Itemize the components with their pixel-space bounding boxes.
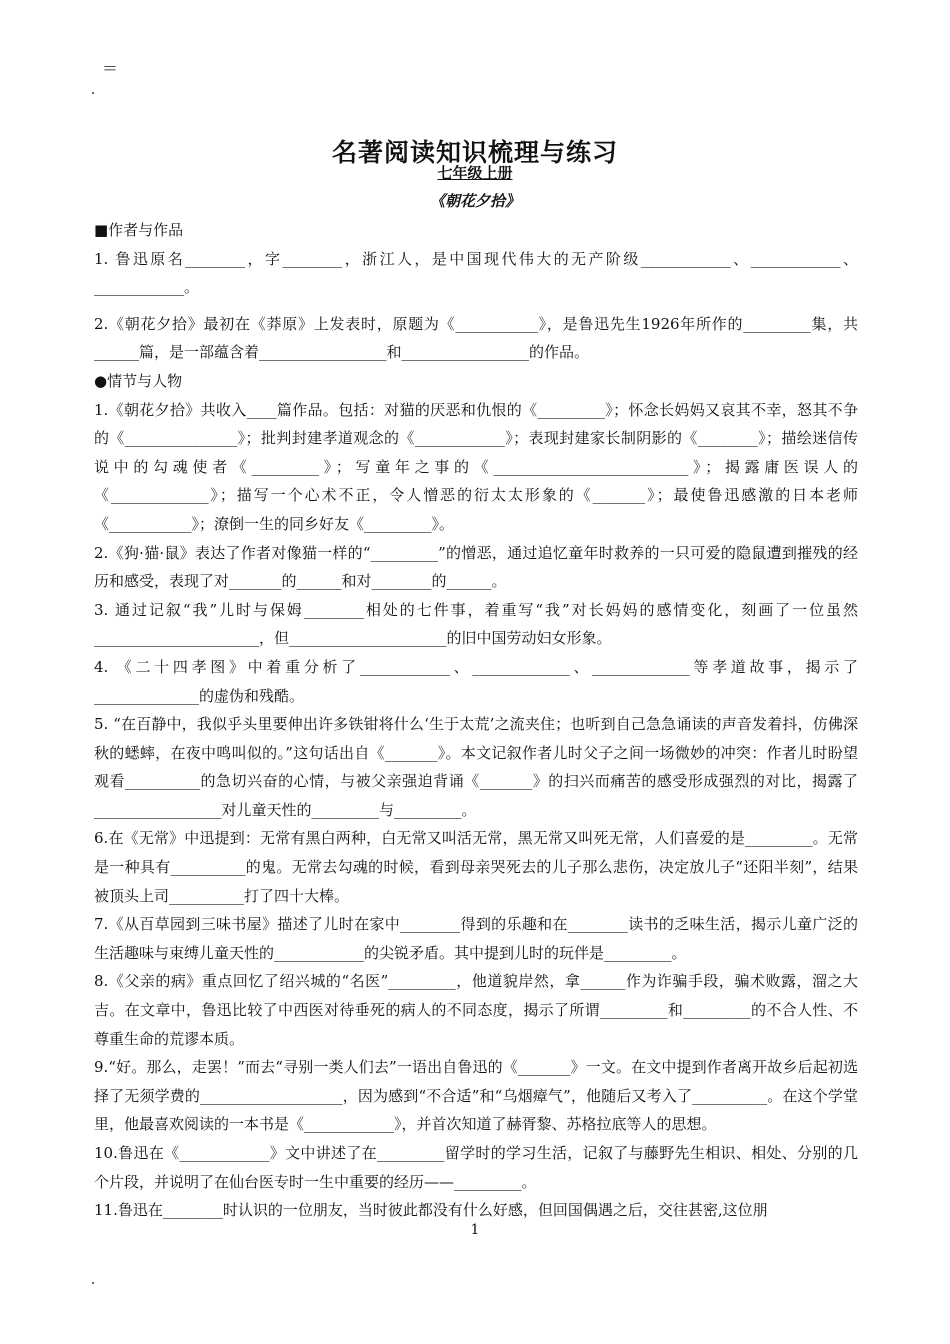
question-plot-7: 7.《从百草园到三味书屋》描述了儿时在家中________得到的乐趣和在________读书的乏味生活，揭示儿童广泛的生活趣味与束缚儿童天性的____________的尖锐矛盾。其中提到儿时的玩伴是_________。 xyxy=(94,915,858,962)
section-heading-plot: ●情节与人物 xyxy=(94,371,183,390)
margin-dot xyxy=(92,92,94,94)
top-mark: ＝ xyxy=(102,59,119,78)
question-plot-2: 2.《狗·猫·鼠》表达了作者对像猫一样的“_________”的憎恶，通过追忆童年时救养的一只可爱的隐鼠遭到摧残的经历和感受，表现了对_______的______和对________的______。 xyxy=(94,543,858,591)
question-plot-1: 1.《朝花夕拾》共收入____篇作品。包括：对猫的厌恶和仇恨的《_________》；怀念长妈妈又哀其不幸，怒其不争的《_______________》；批判封建孝道观念的《____________》；表现封建家长制阴影的《________》；描绘迷信传说中的勾魂使者《_________》；写童年之事的《__________________________》；揭露庸医误人的《_____________》；描写一个心术不正，令人憎恶的衍太太形象的《_______》；最使鲁迅感激的日本老师《___________》；潦倒一生的同乡好友《_________》。 xyxy=(94,400,858,533)
document-body xyxy=(94,216,858,1225)
question-author-2: 2.《朝花夕拾》最初在《莽原》上发表时，原题为《___________》，是鲁迅先生1926年所作的_________集，共______篇，是一部蕴含着_________________和_________________的作品。 xyxy=(94,314,858,362)
question-plot-10: 10.鲁迅在《____________》文中讲述了在_________留学时的学习生活，记叙了与藤野先生相识、相处、分别的几个片段，并说明了在仙台医专时一生中重要的经历——_________。 xyxy=(94,1144,858,1191)
question-plot-8: 8.《父亲的病》重点回忆了绍兴城的“名医”_________，他道貌岸然，拿______作为诈骗手段，骗术败露，溜之大吉。在文章中，鲁迅比较了中西医对待垂死的病人的不同态度，揭示了所谓_________和_________的不合人性、不尊重生命的荒谬本质。 xyxy=(94,972,858,1048)
margin-dot xyxy=(92,1282,94,1284)
question-plot-9: 9.“好。那么，走罢！”而去“寻别一类人们去”一语出自鲁迅的《_______》一文。在文中提到作者离开故乡后起初选择了无须学费的___________________，因为感到“不合适”和“乌烟瘴气”，他随后又考入了__________。在这个学堂里，他最喜欢阅读的一本书是《____________》，并首次知道了赫胥黎、苏格拉底等人的思想。 xyxy=(94,1058,858,1134)
question-plot-4: 4. 《二十四孝图》中着重分析了____________、_____________、_____________等孝道故事，揭示了______________的虚伪和残酷。 xyxy=(94,657,858,705)
question-author-1: 1. 鲁迅原名________，字________，浙江人，是中国现代伟大的无产阶级____________、____________、____________。 xyxy=(94,249,858,297)
page-number: 1 xyxy=(470,1222,480,1238)
question-plot-5: 5. “在百静中，我似乎头里要伸出许多铁钳将什么‘生于太荒’之流夹住；也听到自己急急诵读的声音发着抖，仿佛深秋的蟋蟀，在夜中鸣叫似的。”这句话出自《_______》。本文记叙作者儿时父子之间一场微妙的冲突：作者儿时盼望观看__________的急切兴奋的心情，与被父亲强迫背诵《_______》的扫兴而痛苦的感受形成强烈的对比，揭露了_________________对儿童天性的_________与_________。 xyxy=(94,715,858,819)
section-heading-author: ■作者与作品 xyxy=(94,221,184,239)
question-plot-6: 6.在《无常》中迅提到：无常有黑白两种，白无常又叫活无常，黑无常又叫死无常，人们喜爱的是_________。无常是一种具有__________的鬼。无常去勾魂的时候，看到母亲哭死去的儿子那么悲伤，决定放儿子“还阳半刻”，结果被顶头上司__________打了四十大棒。 xyxy=(94,829,858,905)
question-plot-3: 3. 通过记叙“我”儿时与保姆________相处的七件事，着重写“我”对长妈妈的感情变化，刻画了一位虽然______________________，但_____________________的旧中国劳动妇女形象。 xyxy=(94,600,858,648)
question-plot-11: 11.鲁迅在________时认识的一位朋友，当时彼此都没有什么好感，但回国偶遇之后，交往甚密,这位朋 xyxy=(94,1201,768,1220)
document-title: 名著阅读知识梳理与练习 xyxy=(331,137,618,167)
grade-label: 七年级上册 xyxy=(437,164,513,182)
grade-heading xyxy=(0,162,950,183)
book-title: 《朝花夕拾》 xyxy=(429,192,520,210)
